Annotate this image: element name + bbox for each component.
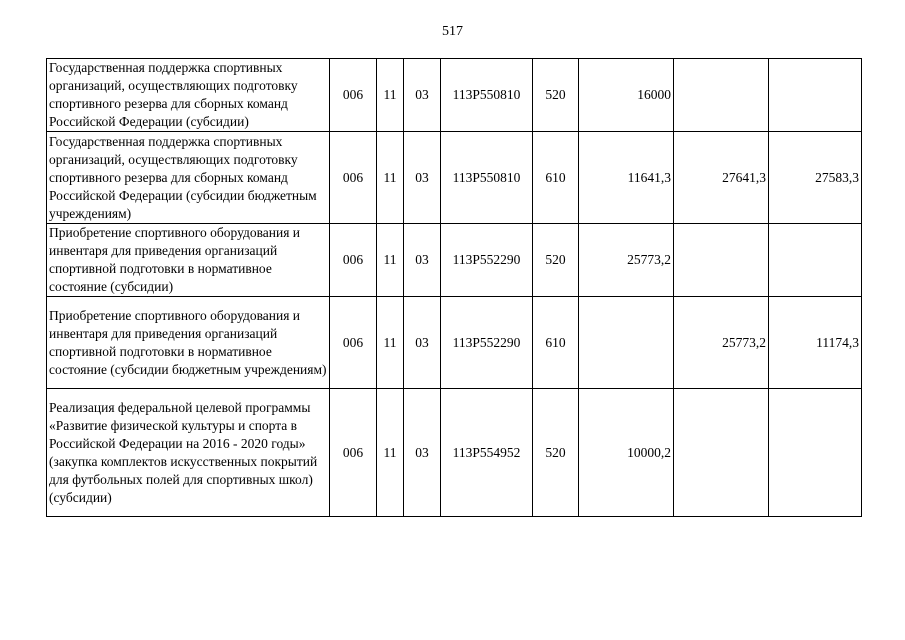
sum-3-cell (769, 389, 862, 517)
subsection-code-cell: 03 (404, 132, 441, 224)
table-row (47, 59, 862, 132)
sum-2-cell: 27641,3 (674, 132, 769, 224)
target-article-cell: 113P550810 (441, 59, 533, 132)
expense-type-cell: 610 (533, 297, 579, 389)
sum-2-cell (674, 224, 769, 297)
sum-3-cell (769, 224, 862, 297)
sum-2-cell (674, 389, 769, 517)
expense-type-cell: 520 (533, 389, 579, 517)
sum-2-cell (674, 59, 769, 132)
sum-1-cell: 16000 (579, 59, 674, 132)
section-code-cell: 11 (377, 224, 404, 297)
page-number: 517 (442, 24, 463, 39)
sum-1-cell: 11641,3 (579, 132, 674, 224)
ministry-code-cell: 006 (330, 389, 377, 517)
row-name-cell: Реализация федеральной целевой программы «Развитие физической культуры и спорта в Российской Федерации на 2016 - 2020 годы» (закупка комплектов искусственных покрытий для футбольных полей для спортивных школ) (субсидии) (47, 389, 330, 517)
row-name-cell: Приобретение спортивного оборудования и инвентаря для приведения организаций спортивной подготовки в нормативное состояние (субсидии) (47, 224, 330, 297)
expense-type-cell: 520 (533, 59, 579, 132)
subsection-code-cell: 03 (404, 297, 441, 389)
sum-1-cell (579, 297, 674, 389)
table-row (47, 132, 862, 224)
sum-3-cell: 27583,3 (769, 132, 862, 224)
ministry-code-cell: 006 (330, 297, 377, 389)
budget-table (46, 58, 862, 517)
sum-1-cell: 25773,2 (579, 224, 674, 297)
row-name-cell: Государственная поддержка спортивных организаций, осуществляющих подготовку спортивного резерва для сборных команд Российской Федерации (субсидии) (47, 59, 330, 132)
expense-type-cell: 610 (533, 132, 579, 224)
target-article-cell: 113P554952 (441, 389, 533, 517)
table-row (47, 224, 862, 297)
sum-3-cell (769, 59, 862, 132)
table-row (47, 389, 862, 517)
ministry-code-cell: 006 (330, 224, 377, 297)
expense-type-cell: 520 (533, 224, 579, 297)
subsection-code-cell: 03 (404, 59, 441, 132)
row-name-cell: Приобретение спортивного оборудования и инвентаря для приведения организаций спортивной подготовки в нормативное состояние (субсидии бюджетным учреждениям) (47, 297, 330, 389)
target-article-cell: 113P552290 (441, 224, 533, 297)
target-article-cell: 113P552290 (441, 297, 533, 389)
ministry-code-cell: 006 (330, 59, 377, 132)
section-code-cell: 11 (377, 132, 404, 224)
sum-2-cell: 25773,2 (674, 297, 769, 389)
row-name-cell: Государственная поддержка спортивных организаций, осуществляющих подготовку спортивного резерва для сборных команд Российской Федерации (субсидии бюджетным учреждениям) (47, 132, 330, 224)
section-code-cell: 11 (377, 389, 404, 517)
section-code-cell: 11 (377, 297, 404, 389)
subsection-code-cell: 03 (404, 224, 441, 297)
sum-1-cell: 10000,2 (579, 389, 674, 517)
section-code-cell: 11 (377, 59, 404, 132)
subsection-code-cell: 03 (404, 389, 441, 517)
table-row (47, 297, 862, 389)
ministry-code-cell: 006 (330, 132, 377, 224)
target-article-cell: 113P550810 (441, 132, 533, 224)
sum-3-cell: 11174,3 (769, 297, 862, 389)
